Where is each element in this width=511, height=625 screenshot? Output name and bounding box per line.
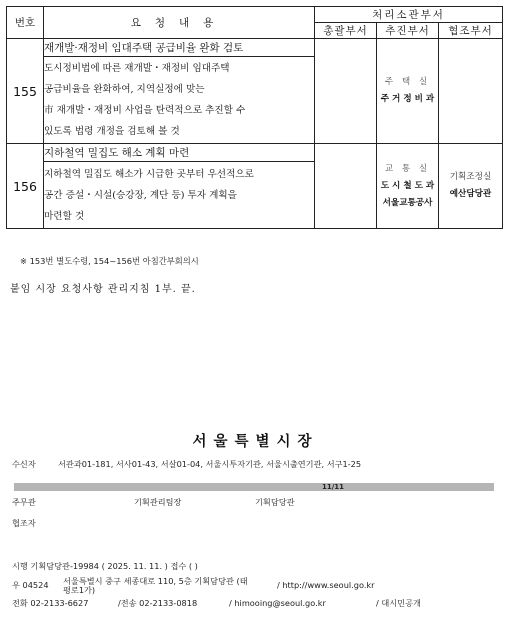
- address-block: [63, 577, 248, 595]
- planning-manager-label: 기획관리팀장: [134, 497, 182, 507]
- coop-dept-cell: [439, 144, 503, 229]
- table-row: [7, 144, 503, 162]
- lead-dept-division: 주 거 정 비 과: [380, 94, 435, 104]
- lead-dept-agency: 서울교통공사: [382, 197, 433, 208]
- body-line: 공급비율을 완화하여, 지역실정에 맞는: [44, 84, 205, 95]
- row-number: 156: [7, 144, 44, 229]
- lead-dept-division: 도 시 철 도 과: [380, 180, 435, 191]
- recipients-label: 수신자: [12, 459, 36, 469]
- body-line: 지하철역 밀집도 해소가 시급한 곳부터 우선적으로: [44, 168, 254, 180]
- coop-dept-division: 예산담당관: [449, 189, 492, 199]
- request-body: [44, 162, 315, 229]
- coop-dept-cell: [439, 39, 503, 144]
- general-dept-cell: [315, 144, 377, 229]
- header-number: 번호: [7, 7, 44, 39]
- website-link[interactable]: / http://www.seoul.go.kr: [277, 580, 375, 590]
- footnote: ※ 153번 별도수령, 154~156번 아침간부회의시: [20, 256, 199, 266]
- request-table: [6, 6, 503, 229]
- divider-bar: [14, 483, 494, 491]
- request-title: 지하철역 밀집도 해소 계획 마련: [44, 144, 315, 162]
- enforcement-line: 시행 기획담당관-19984 ( 2025. 11. 11. ) 접수 ( ): [12, 561, 198, 571]
- officer-label: 주무관: [12, 497, 36, 507]
- approval-date: 11/11: [322, 483, 345, 491]
- body-line: 市 재개발・재정비 사업을 탄력적으로 추진할 수: [44, 105, 246, 116]
- issuer-title: 서울특별시장: [192, 434, 319, 450]
- lead-dept-office: 교 통 실: [384, 163, 431, 174]
- body-line: 있도록 법령 개정을 검토해 볼 것: [44, 126, 180, 137]
- row-number: 155: [7, 39, 44, 144]
- address-line: 서울특별시 중구 세종대로 110, 5층 기획담당관 (태: [63, 576, 248, 586]
- planning-officer-label: 기획담당관: [255, 497, 295, 507]
- recipients-list: 서관과01-181, 서사01-43, 서살01-04, 서울시투자기관, 서울시출연기관, 서구1-25: [58, 459, 362, 469]
- phone-number: 전화 02-2133-6627: [12, 598, 89, 608]
- header-lead-dept: 추진부서: [377, 23, 439, 39]
- disclosure-label: / 대시민공개: [376, 598, 421, 608]
- lead-dept-cell: [377, 144, 439, 229]
- header-general-dept: 총괄부서: [315, 23, 377, 39]
- header-coop-dept: 협조부서: [439, 23, 503, 39]
- request-title: 재개발·재정비 임대주택 공급비율 완화 검토: [44, 39, 315, 57]
- attachment-line: 붙임 시장 요청사항 관리지침 1부. 끝.: [10, 284, 196, 295]
- address-line-cont: 평로1가): [63, 585, 96, 595]
- postal-code: 우 04524: [12, 580, 49, 590]
- request-body: [44, 57, 315, 144]
- lead-dept-office: 주 택 실: [384, 77, 431, 87]
- fax-number: /전송 02-2133-0818: [118, 598, 198, 608]
- table-row: [7, 39, 503, 57]
- body-line: 공간 증설・시설(승강장, 계단 등) 투자 계획을: [44, 189, 237, 201]
- body-line: 도시정비법에 따른 재개발・재정비 임대주택: [44, 63, 230, 74]
- body-line: 마련할 것: [44, 210, 85, 222]
- email-link[interactable]: / himooing@seoul.go.kr: [229, 598, 326, 608]
- general-dept-cell: [315, 39, 377, 144]
- header-content: 요청내용: [44, 7, 315, 39]
- lead-dept-cell: [377, 39, 439, 144]
- header-handling-dept: 처리소관부서: [315, 7, 503, 23]
- cooperator-label: 협조자: [12, 518, 36, 528]
- coop-dept-office: 기획조정실: [449, 172, 492, 182]
